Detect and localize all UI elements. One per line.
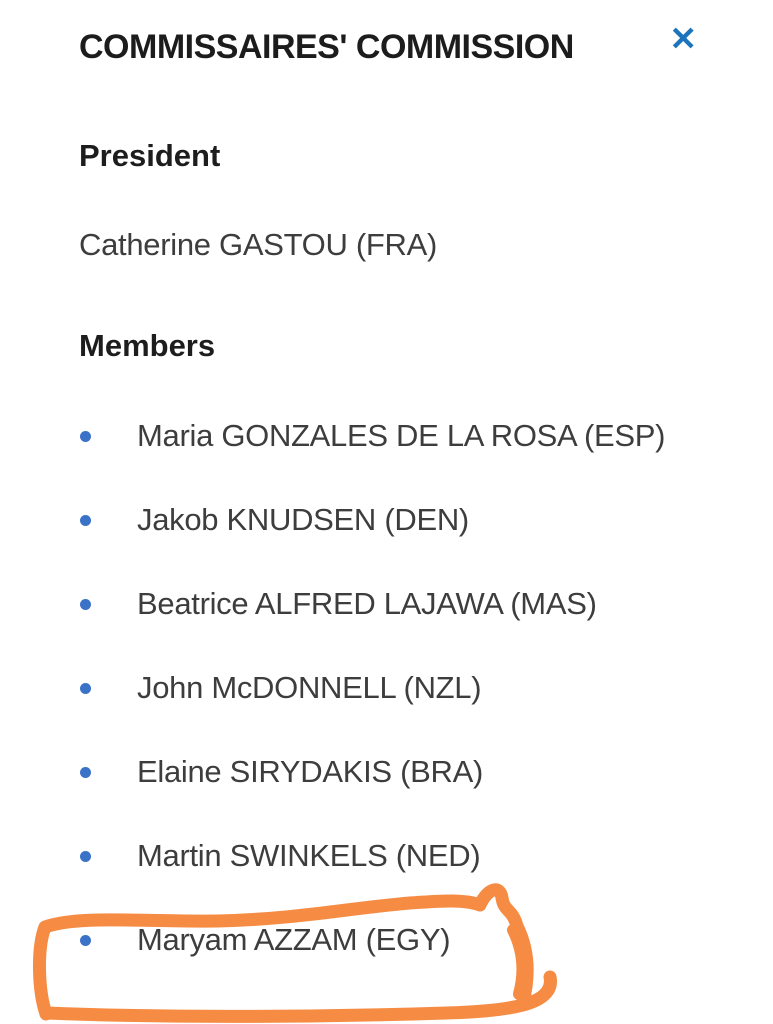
bullet-icon: [80, 767, 91, 778]
members-heading: Members: [79, 328, 216, 363]
member-name: Jakob KNUDSEN (DEN): [137, 502, 469, 537]
member-item: [79, 753, 713, 791]
member-name: Maria GONZALES DE LA ROSA (ESP): [137, 418, 666, 453]
member-name: Maryam AZZAM (EGY): [137, 922, 451, 957]
close-button[interactable]: [667, 20, 699, 57]
president-name: Catherine GASTOU (FRA): [79, 227, 438, 262]
members-list: [79, 417, 713, 959]
bullet-icon: [80, 935, 91, 946]
member-item: [79, 837, 713, 875]
member-item: [79, 417, 713, 455]
bullet-icon: [80, 599, 91, 610]
member-item: [79, 921, 713, 959]
bullet-icon: [80, 515, 91, 526]
annotation-stroke-bottom: [47, 977, 550, 1016]
member-item: [79, 669, 713, 707]
member-name: Beatrice ALFRED LAJAWA (MAS): [137, 586, 597, 621]
member-item: [79, 585, 713, 623]
member-name: Martin SWINKELS (NED): [137, 838, 481, 873]
member-name: Elaine SIRYDAKIS (BRA): [137, 754, 484, 789]
president-heading: President: [79, 138, 221, 173]
bullet-icon: [80, 683, 91, 694]
member-name: John McDONNELL (NZL): [137, 670, 482, 705]
close-icon: ✕: [669, 20, 697, 57]
member-item: [79, 501, 713, 539]
bullet-icon: [80, 431, 91, 442]
bullet-icon: [80, 851, 91, 862]
page-title: COMMISSAIRES' COMMISSION: [79, 28, 574, 66]
panel-header: [79, 20, 713, 68]
